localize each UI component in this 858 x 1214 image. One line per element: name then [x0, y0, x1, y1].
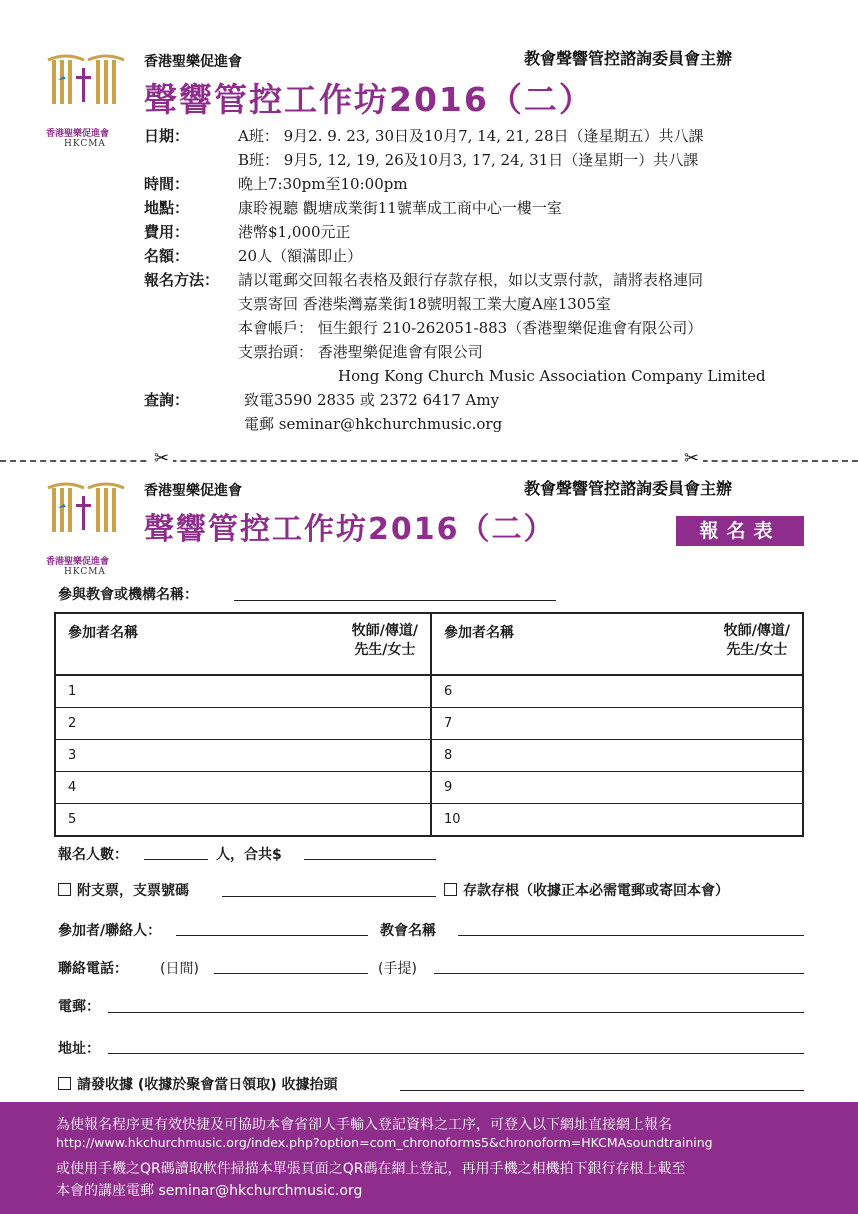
footer-url-link[interactable]: http://www.hkchurchmusic.org/index.php?option=com_chronoforms5&chronoform=HKCMAsoundtraining — [56, 1135, 713, 1150]
participant-cell[interactable]: 5 — [55, 804, 431, 837]
participant-cell[interactable]: 2 — [55, 708, 431, 740]
cut-line — [0, 460, 858, 462]
participant-cell[interactable]: 7 — [431, 708, 803, 740]
count-suffix: 人，合共$ — [216, 847, 282, 863]
email-label: 電郵： — [58, 999, 100, 1015]
info-label: 時間： — [144, 175, 190, 193]
participant-cell[interactable]: 6 — [431, 675, 803, 708]
organizer-text: 教會聲響管控諮詢委員會主辦 — [524, 49, 733, 68]
info-value: 港幣$1,000元正 — [238, 223, 351, 241]
info-label: 地點： — [144, 199, 190, 217]
info-value: 本會帳戶： 恒生銀行 210-262051-883（香港聖樂促進會有限公司） — [238, 319, 703, 337]
organizer-text: 教會聲響管控諮詢委員會主辦 — [524, 479, 733, 498]
cheque-option[interactable] — [58, 880, 189, 900]
info-fee — [144, 220, 824, 244]
info-value: 電郵 seminar@hkchurchmusic.org — [244, 415, 503, 433]
info-value: 晚上7:30pm至10:00pm — [238, 175, 408, 193]
hkcma-logo-icon — [46, 44, 126, 124]
day-phone-label: (日間) — [160, 961, 199, 977]
church-name-input[interactable] — [458, 935, 804, 936]
org-name: 香港聖樂促進會 — [144, 483, 242, 499]
cheque-checkbox[interactable] — [58, 883, 71, 896]
info-value: 致電3590 2835 或 2372 6417 Amy — [244, 391, 500, 409]
form-title: 聲響管控工作坊2016（二） — [144, 512, 556, 547]
info-label: 報名方法： — [144, 271, 220, 289]
participant-cell[interactable]: 4 — [55, 772, 431, 804]
table-row — [55, 675, 803, 708]
hkcma-logo-icon — [46, 472, 126, 552]
footer-text: 或使用手機之QR碼讀取軟件掃描本單張頁面之QR碼在網上登記，再用手機之相機拍下銀行存根上載至 — [56, 1161, 686, 1177]
col-title-header — [352, 622, 418, 660]
address-label: 地址： — [58, 1041, 100, 1057]
participant-cell[interactable]: 9 — [431, 772, 803, 804]
logo-caption: 香港聖樂促進會 — [46, 129, 110, 139]
receipt-checkbox[interactable] — [58, 1077, 71, 1090]
table-row — [55, 708, 803, 740]
email-input[interactable] — [108, 1012, 804, 1013]
address-input[interactable] — [108, 1053, 804, 1054]
info-block — [144, 124, 824, 436]
total-amount-input[interactable] — [304, 859, 436, 860]
registration-form-badge: 報名表 — [676, 516, 804, 546]
footer-text: 為使報名程序更有效快捷及可協助本會省卻人手輸入登記資料之工序，可登入以下網址直接網上報名 — [56, 1117, 672, 1133]
mobile-input[interactable] — [434, 973, 804, 974]
count-input[interactable] — [144, 859, 208, 860]
participant-cell[interactable]: 3 — [55, 740, 431, 772]
footer-text: 本會的講座電郵 seminar@hkchurchmusic.org — [56, 1183, 363, 1199]
info-date — [144, 124, 824, 172]
info-value: A班： 9月2. 9. 23, 30日及10月7, 14, 21, 28日（逢星期五）共八課 — [238, 127, 704, 145]
col-title-header — [724, 622, 790, 660]
info-label: 名額： — [144, 247, 190, 265]
logo-top — [46, 44, 128, 149]
col-title-line: 先生/女士 — [354, 642, 416, 658]
info-value: 請以電郵交回報名表格及銀行存款存根，如以支票付款，請將表格連同 — [238, 271, 704, 289]
info-value: 支票寄回 香港柴灣嘉業街18號明報工業大廈A座1305室 — [238, 295, 611, 313]
table-row — [55, 740, 803, 772]
receipt-title-input[interactable] — [400, 1090, 804, 1091]
church-org-label: 參與教會或機構名稱： — [58, 587, 198, 603]
info-value: 20人（額滿即止） — [238, 247, 363, 265]
info-label: 日期： — [144, 127, 190, 145]
table-row — [55, 804, 803, 837]
info-venue — [144, 196, 824, 220]
col-name-header: 參加者名稱 — [444, 625, 514, 641]
info-time — [144, 172, 824, 196]
scissors-icon: ✂ — [150, 450, 173, 468]
participant-cell[interactable]: 10 — [431, 804, 803, 837]
deposit-label: 存款存根（收據正本必需電郵或寄回本會） — [463, 883, 729, 899]
day-phone-input[interactable] — [214, 973, 368, 974]
info-value: Hong Kong Church Music Association Company Limited — [338, 367, 766, 385]
receipt-option[interactable] — [58, 1074, 338, 1094]
info-label: 費用： — [144, 223, 190, 241]
info-value: B班： 9月5, 12, 19, 26及10月3, 17, 24, 31日（逢星期一）共八課 — [238, 151, 699, 169]
receipt-label: 請發收據 (收據於聚會當日領取) 收據抬頭 — [77, 1077, 338, 1093]
scissors-icon: ✂ — [680, 450, 703, 468]
info-quota — [144, 244, 824, 268]
participants-table — [54, 612, 804, 837]
info-enquiry — [144, 388, 824, 436]
deposit-option[interactable] — [444, 880, 729, 900]
deposit-checkbox[interactable] — [444, 883, 457, 896]
info-registration — [144, 268, 824, 388]
cheque-label: 附支票，支票號碼 — [77, 883, 189, 899]
table-header-cell — [55, 613, 431, 675]
cheque-number-input[interactable] — [222, 896, 436, 897]
logo-form — [46, 472, 128, 577]
info-value: 支票抬頭： 香港聖樂促進會有限公司 — [238, 343, 483, 361]
col-name-header: 參加者名稱 — [68, 625, 138, 641]
table-header — [55, 613, 803, 675]
page-title: 聲響管控工作坊2016（二） — [144, 80, 594, 119]
info-value: 康聆視聽 觀塘成業街11號華成工商中心一樓一室 — [238, 199, 562, 217]
participant-cell[interactable]: 1 — [55, 675, 431, 708]
table-row — [55, 772, 803, 804]
mobile-label: (手提) — [378, 961, 417, 977]
col-title-line: 牧師/傳道/ — [723, 623, 790, 639]
org-name: 香港聖樂促進會 — [144, 54, 242, 70]
info-label: 查詢： — [144, 391, 190, 409]
contact-label: 參加者/聯絡人： — [58, 923, 162, 939]
phone-label: 聯絡電話： — [58, 961, 128, 977]
logo-abbr: HKCMA — [64, 139, 106, 149]
church-org-input[interactable] — [234, 600, 556, 601]
logo-abbr: HKCMA — [64, 567, 106, 577]
table-header-cell — [431, 613, 803, 675]
participant-cell[interactable]: 8 — [431, 740, 803, 772]
count-label: 報名人數： — [58, 847, 128, 863]
footer-banner — [0, 1102, 858, 1214]
church-name-label: 教會名稱 — [380, 923, 436, 939]
col-title-line: 牧師/傳道/ — [351, 623, 418, 639]
contact-input[interactable] — [176, 935, 368, 936]
col-title-line: 先生/女士 — [726, 642, 788, 658]
logo-caption: 香港聖樂促進會 — [46, 557, 110, 567]
